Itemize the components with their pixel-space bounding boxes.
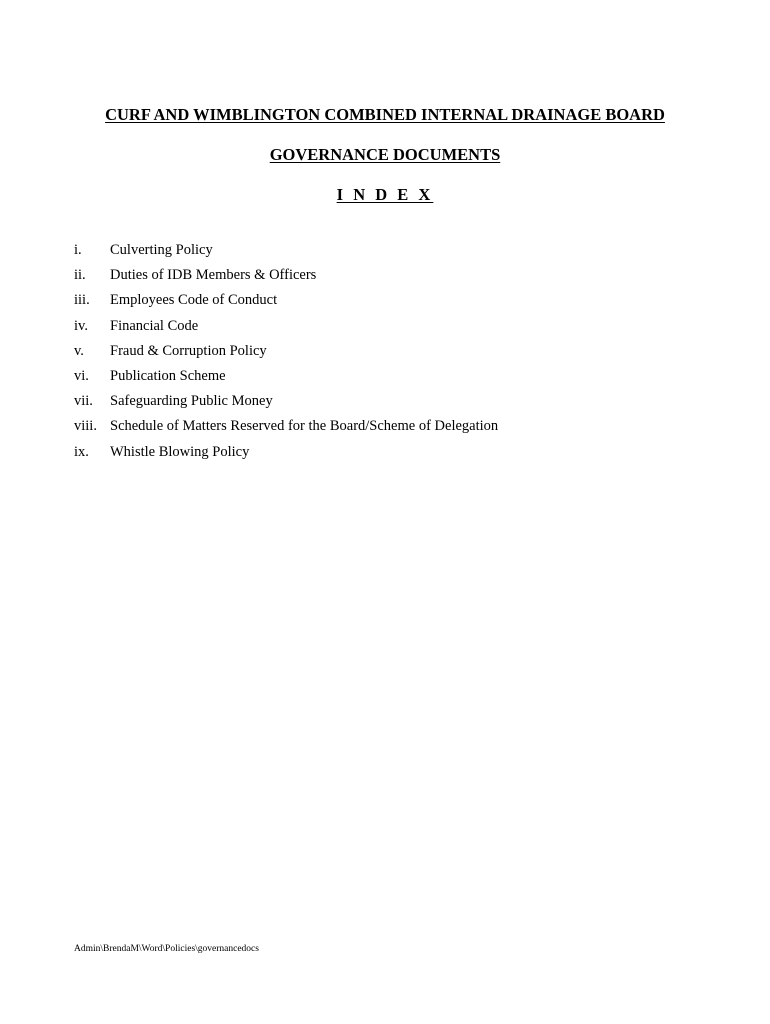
index-heading: I N D E X xyxy=(336,185,434,204)
index-item-label: Fraud & Corruption Policy xyxy=(110,342,267,359)
index-item xyxy=(74,316,498,341)
index-item xyxy=(74,341,498,366)
index-item-label: Duties of IDB Members & Officers xyxy=(110,267,317,284)
index-item-numeral: iv. xyxy=(74,317,88,334)
index-list xyxy=(74,240,498,467)
index-item-label: Schedule of Matters Reserved for the Board/Scheme of Delegation xyxy=(110,418,499,435)
index-item-numeral: i. xyxy=(74,242,82,258)
footer-file-path: Admin\BrendaM\Word\Policies\governancedocs xyxy=(74,944,259,954)
index-item-numeral: ii. xyxy=(74,267,86,284)
index-item xyxy=(74,265,498,290)
index-item-label: Whistle Blowing Policy xyxy=(110,443,250,460)
index-item-numeral: v. xyxy=(74,342,84,359)
index-item-label: Safeguarding Public Money xyxy=(110,393,273,410)
index-item-numeral: vi. xyxy=(74,367,89,384)
document-subtitle: GOVERNANCE DOCUMENTS xyxy=(269,145,501,164)
index-item-label: Employees Code of Conduct xyxy=(110,292,278,309)
index-item-label: Financial Code xyxy=(110,317,199,334)
index-item-label: Publication Scheme xyxy=(110,367,226,384)
index-item xyxy=(74,366,498,391)
index-item-numeral: iii. xyxy=(74,292,90,309)
index-item-label: Culverting Policy xyxy=(110,242,213,258)
index-item xyxy=(74,290,498,315)
document-title: CURF AND WIMBLINGTON COMBINED INTERNAL DRAINAGE BOARD xyxy=(105,105,665,124)
index-item xyxy=(74,240,498,265)
index-item-numeral: vii. xyxy=(74,393,93,410)
index-item xyxy=(74,442,498,467)
index-item-numeral: viii. xyxy=(74,418,97,435)
index-item xyxy=(74,416,498,441)
index-item-numeral: ix. xyxy=(74,443,89,460)
index-item xyxy=(74,391,498,416)
